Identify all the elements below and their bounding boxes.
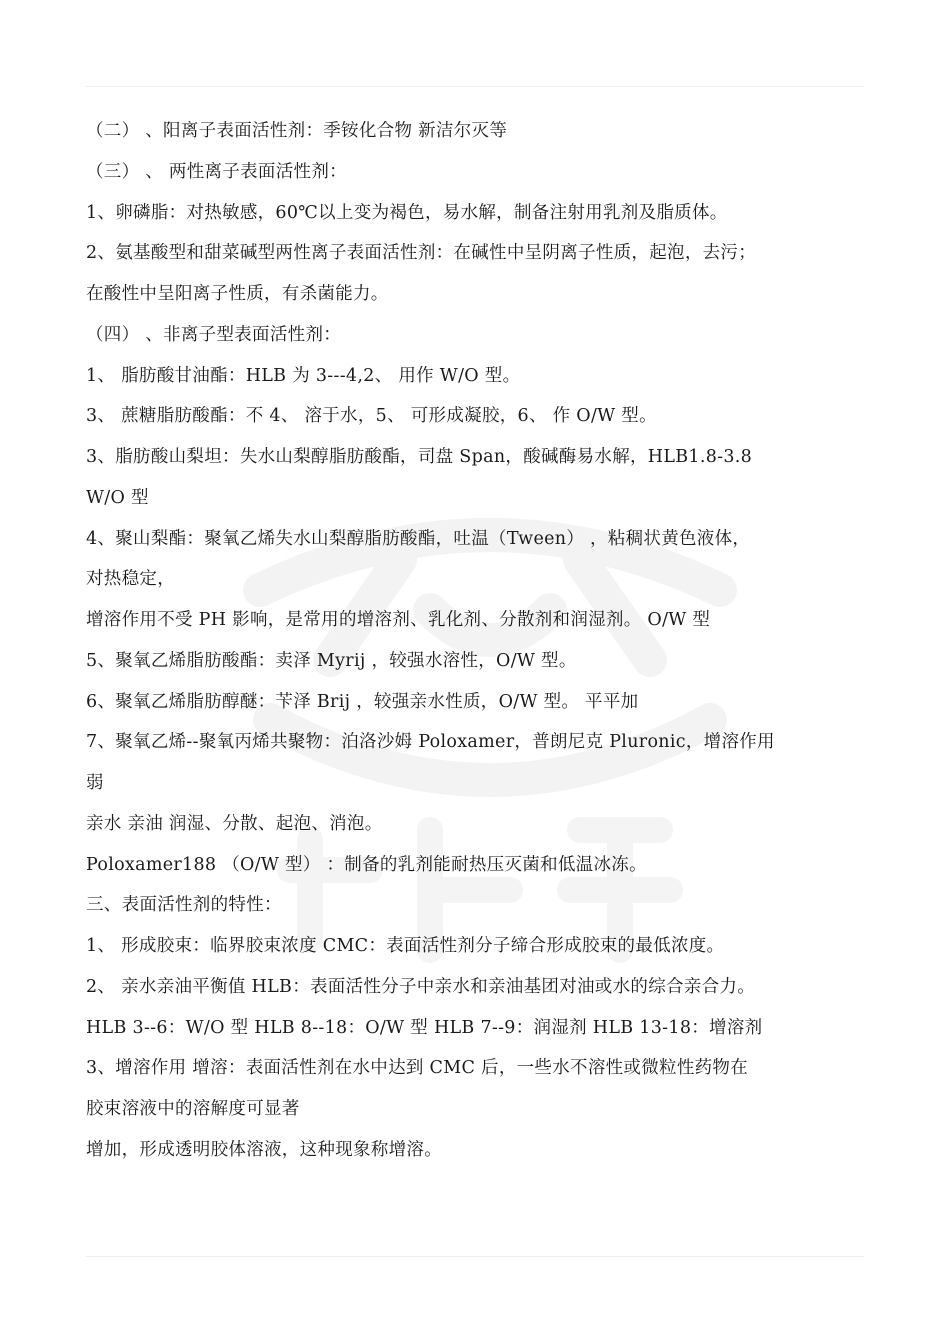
text-line: 弱 bbox=[86, 773, 104, 793]
text-line: 胶束溶液中的溶解度可显著 bbox=[86, 1099, 300, 1119]
text-line: 2、 亲水亲油平衡值 HLB：表面活性分子中亲水和亲油基团对油或水的综合亲合力。 bbox=[86, 976, 755, 997]
footer-rule bbox=[86, 1256, 864, 1257]
text-line: 增溶作用不受 PH 影响，是常用的增溶剂、乳化剂、分散剂和润湿剂。 O/W 型 bbox=[86, 610, 711, 630]
header-rule bbox=[86, 86, 864, 87]
text-line: 增加，形成透明胶体溶液，这种现象称增溶。 bbox=[86, 1139, 442, 1160]
text-line: 6、聚氧乙烯脂肪醇醚：苄泽 Brij ，较强亲水性质，O/W 型。 平平加 bbox=[86, 691, 639, 712]
document-body bbox=[86, 111, 886, 1171]
text-line: 2、氨基酸型和甜菜碱型两性离子表面活性剂：在碱性中呈阴离子性质，起泡，去污； bbox=[86, 243, 757, 264]
text-line: 亲水 亲油 润湿、分散、起泡、消泡。 bbox=[86, 813, 383, 834]
text-line: 3、增溶作用 增溶：表面活性剂在水中达到 CMC 后，一些水不溶性或微粒性药物在 bbox=[86, 1058, 749, 1079]
text-line: 5、聚氧乙烯脂肪酸酯：卖泽 Myrij ，较强水溶性，O/W 型。 bbox=[86, 650, 577, 671]
text-line: 7、聚氧乙烯--聚氧丙烯共聚物：泊洛沙姆 Poloxamer，普朗尼克 Pluronic，增溶作用 bbox=[86, 732, 775, 753]
text-line: 三、表面活性剂的特性： bbox=[86, 895, 282, 916]
text-line: 1、卵磷脂：对热敏感，60℃以上变为褐色，易水解，制备注射用乳剂及脂质体。 bbox=[86, 202, 728, 223]
text-line: 在酸性中呈阳离子性质，有杀菌能力。 bbox=[86, 284, 389, 304]
text-line: 3、 蔗糖脂肪酸酯：不 4、 溶于水，5、 可形成凝胶，6、 作 O/W 型。 bbox=[86, 406, 657, 427]
text-line: 3、脂肪酸山梨坦：失水山梨醇脂肪酸酯，司盘 Span，酸碱酶易水解，HLB1.8-3.8 bbox=[86, 447, 753, 467]
text-line: 对热稳定， bbox=[86, 569, 175, 590]
text-line: （三） 、 两性离子表面活性剂： bbox=[86, 161, 347, 182]
text-line: 1、 脂肪酸甘油酯：HLB 为 3---4,2、 用作 W/O 型。 bbox=[86, 365, 521, 386]
text-line: HLB 3--6：W/O 型 HLB 8--18：O/W 型 HLB 7--9：润湿剂 HLB 13-18：增溶剂 bbox=[86, 1017, 763, 1038]
text-line: Poloxamer188 （O/W 型） ：制备的乳剂能耐热压灭菌和低温冰冻。 bbox=[86, 854, 647, 875]
text-line: （二） 、阳离子表面活性剂：季铵化合物 新洁尔灭等 bbox=[86, 121, 508, 141]
text-line: 4、聚山梨酯：聚氧乙烯失水山梨醇脂肪酸酯，吐温（Tween） ，粘稠状黄色液体， bbox=[86, 528, 751, 549]
text-line: W/O 型 bbox=[86, 487, 149, 508]
text-line: 1、 形成胶束：临界胶束浓度 CMC：表面活性剂分子缔合形成胶束的最低浓度。 bbox=[86, 936, 725, 956]
text-line: （四） 、非离子型表面活性剂： bbox=[86, 324, 342, 345]
